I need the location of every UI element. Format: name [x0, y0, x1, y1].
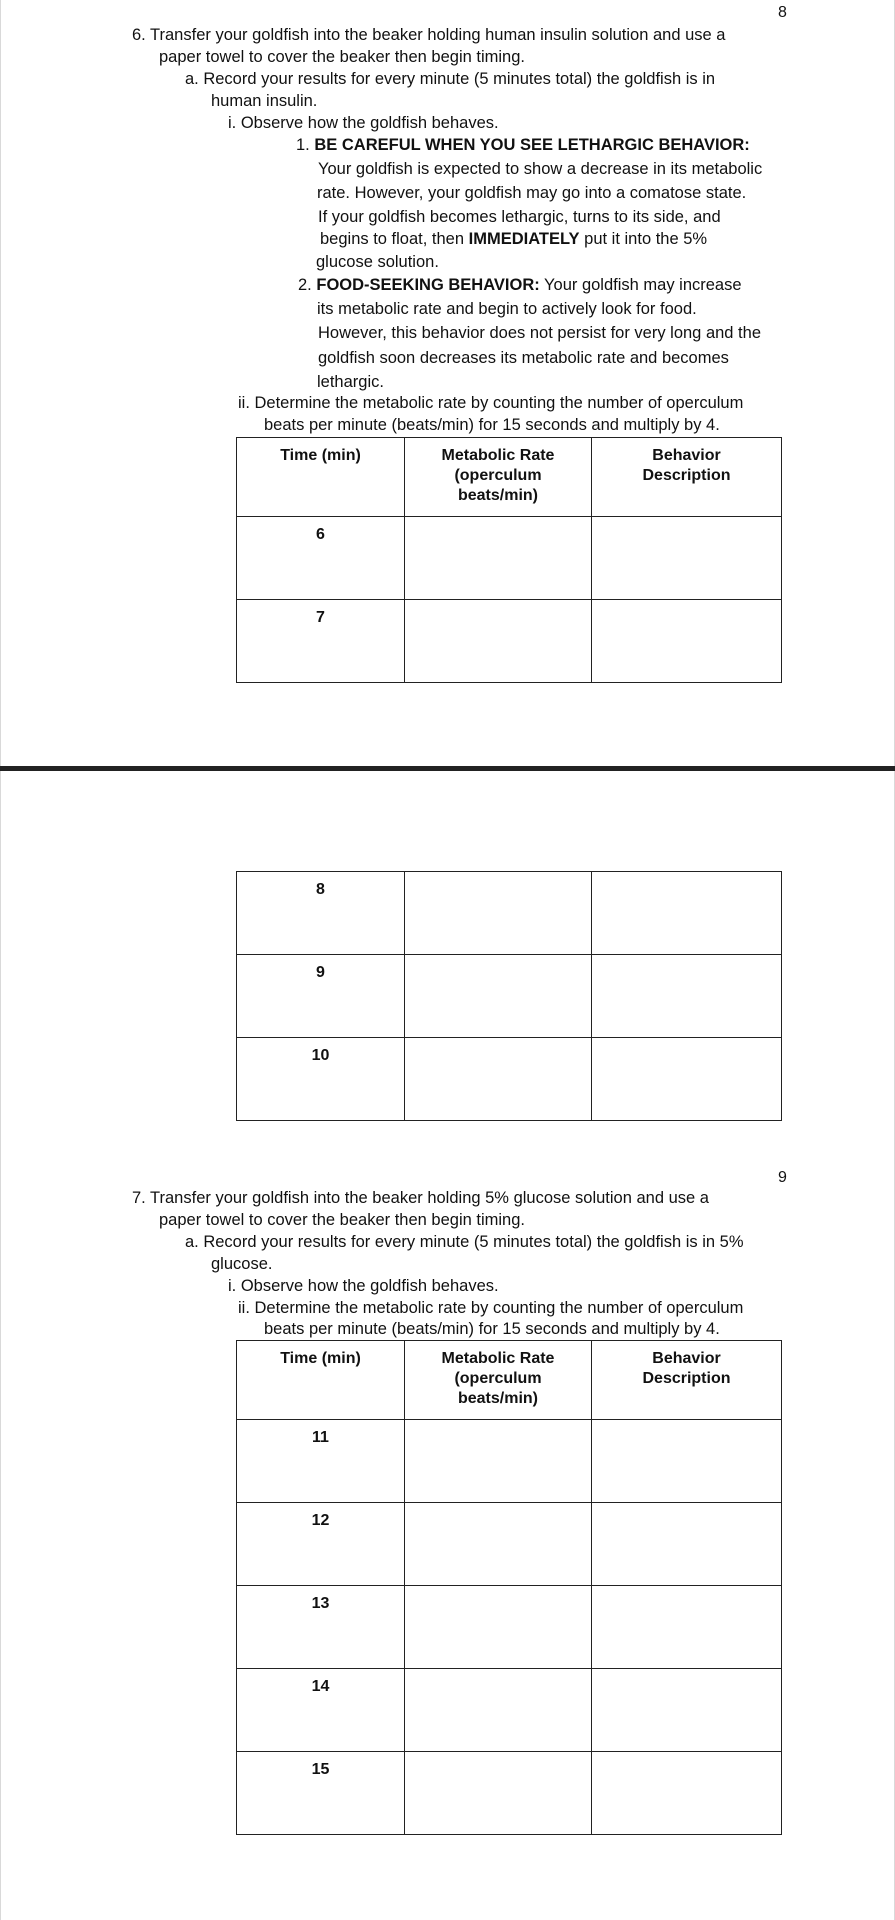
time-cell: 12	[237, 1503, 405, 1586]
table-row	[237, 872, 782, 955]
insulin-results-table-continued	[236, 871, 782, 1121]
table-row	[237, 1752, 782, 1835]
behavior-cell[interactable]	[592, 600, 782, 683]
behavior-cell[interactable]	[592, 1038, 782, 1121]
warning-line3: rate. However, your goldfish may go into a comatose state.	[317, 184, 747, 202]
behavior-cell[interactable]	[592, 1586, 782, 1669]
table-row	[237, 1038, 782, 1121]
warning-line5: begins to float, then IMMEDIATELY put it into the 5%	[320, 230, 708, 248]
time-cell: 8	[237, 872, 405, 955]
time-header: Time (min)	[237, 1341, 405, 1420]
metabolic-rate-header: Metabolic Rate (operculum beats/min)	[405, 438, 592, 517]
step6-a-line2: human insulin.	[211, 92, 318, 110]
metabolic-rate-cell[interactable]	[405, 955, 592, 1038]
metabolic-rate-cell[interactable]	[405, 872, 592, 955]
food-seeking-line4: goldfish soon decreases its metabolic rate and becomes	[318, 349, 729, 367]
metabolic-rate-cell[interactable]	[405, 1669, 592, 1752]
insulin-results-table	[236, 437, 782, 683]
metabolic-rate-cell[interactable]	[405, 517, 592, 600]
table-row	[237, 1420, 782, 1503]
time-cell: 7	[237, 600, 405, 683]
warning-line6: glucose solution.	[316, 253, 439, 271]
behavior-cell[interactable]	[592, 517, 782, 600]
time-header: Time (min)	[237, 438, 405, 517]
page-number: 8	[778, 4, 787, 21]
behavior-cell[interactable]	[592, 872, 782, 955]
metabolic-rate-cell[interactable]	[405, 1038, 592, 1121]
warning-lethargic-heading: 1. BE CAREFUL WHEN YOU SEE LETHARGIC BEHAVIOR:	[296, 136, 750, 154]
step7-ii-line2: beats per minute (beats/min) for 15 seconds and multiply by 4.	[264, 1320, 720, 1338]
behavior-cell[interactable]	[592, 955, 782, 1038]
step6-line2: paper towel to cover the beaker then begin timing.	[159, 48, 525, 66]
step6-i: i. Observe how the goldfish behaves.	[228, 114, 499, 132]
page-divider	[0, 766, 895, 771]
table-row	[237, 1669, 782, 1752]
step6-ii-line2: beats per minute (beats/min) for 15 seconds and multiply by 4.	[264, 416, 720, 434]
warning-line4: If your goldfish becomes lethargic, turns to its side, and	[318, 208, 721, 226]
warning-line2: Your goldfish is expected to show a decrease in its metabolic	[318, 160, 763, 178]
glucose-results-table	[236, 1340, 782, 1835]
page-number-2: 9	[778, 1169, 787, 1186]
food-seeking-line3: However, this behavior does not persist for very long and the	[318, 324, 761, 342]
time-cell: 15	[237, 1752, 405, 1835]
table-row	[237, 1503, 782, 1586]
step7-ii-line1: ii. Determine the metabolic rate by counting the number of operculum	[238, 1299, 744, 1317]
time-cell: 9	[237, 955, 405, 1038]
table-row	[237, 517, 782, 600]
behavior-cell[interactable]	[592, 1420, 782, 1503]
step7-i: i. Observe how the goldfish behaves.	[228, 1277, 499, 1295]
table-row	[237, 1586, 782, 1669]
time-cell: 6	[237, 517, 405, 600]
page-left-edge	[0, 0, 1, 1920]
behavior-cell[interactable]	[592, 1752, 782, 1835]
behavior-cell[interactable]	[592, 1669, 782, 1752]
step7-line1: 7. Transfer your goldfish into the beaker holding 5% glucose solution and use a	[132, 1189, 709, 1207]
table-row	[237, 955, 782, 1038]
step6-a-line1: a. Record your results for every minute (5 minutes total) the goldfish is in	[185, 70, 716, 88]
table-row	[237, 600, 782, 683]
metabolic-rate-cell[interactable]	[405, 1503, 592, 1586]
time-cell: 11	[237, 1420, 405, 1503]
behavior-header: Behavior Description	[592, 1341, 782, 1420]
step7-a-line1: a. Record your results for every minute (5 minutes total) the goldfish is in 5%	[185, 1233, 744, 1251]
time-cell: 10	[237, 1038, 405, 1121]
metabolic-rate-cell[interactable]	[405, 1586, 592, 1669]
step6-line1: 6. Transfer your goldfish into the beaker holding human insulin solution and use a	[132, 26, 726, 44]
metabolic-rate-cell[interactable]	[405, 600, 592, 683]
time-cell: 13	[237, 1586, 405, 1669]
behavior-header: Behavior Description	[592, 438, 782, 517]
food-seeking-heading: 2. FOOD-SEEKING BEHAVIOR: Your goldfish may increase	[298, 276, 742, 294]
step7-line2: paper towel to cover the beaker then begin timing.	[159, 1211, 525, 1229]
time-cell: 14	[237, 1669, 405, 1752]
step7-a-line2: glucose.	[211, 1255, 273, 1273]
metabolic-rate-cell[interactable]	[405, 1752, 592, 1835]
behavior-cell[interactable]	[592, 1503, 782, 1586]
metabolic-rate-header: Metabolic Rate (operculum beats/min)	[405, 1341, 592, 1420]
step6-ii-line1: ii. Determine the metabolic rate by counting the number of operculum	[238, 394, 744, 412]
metabolic-rate-cell[interactable]	[405, 1420, 592, 1503]
food-seeking-line5: lethargic.	[317, 373, 384, 391]
food-seeking-line2: its metabolic rate and begin to actively look for food.	[317, 300, 697, 318]
